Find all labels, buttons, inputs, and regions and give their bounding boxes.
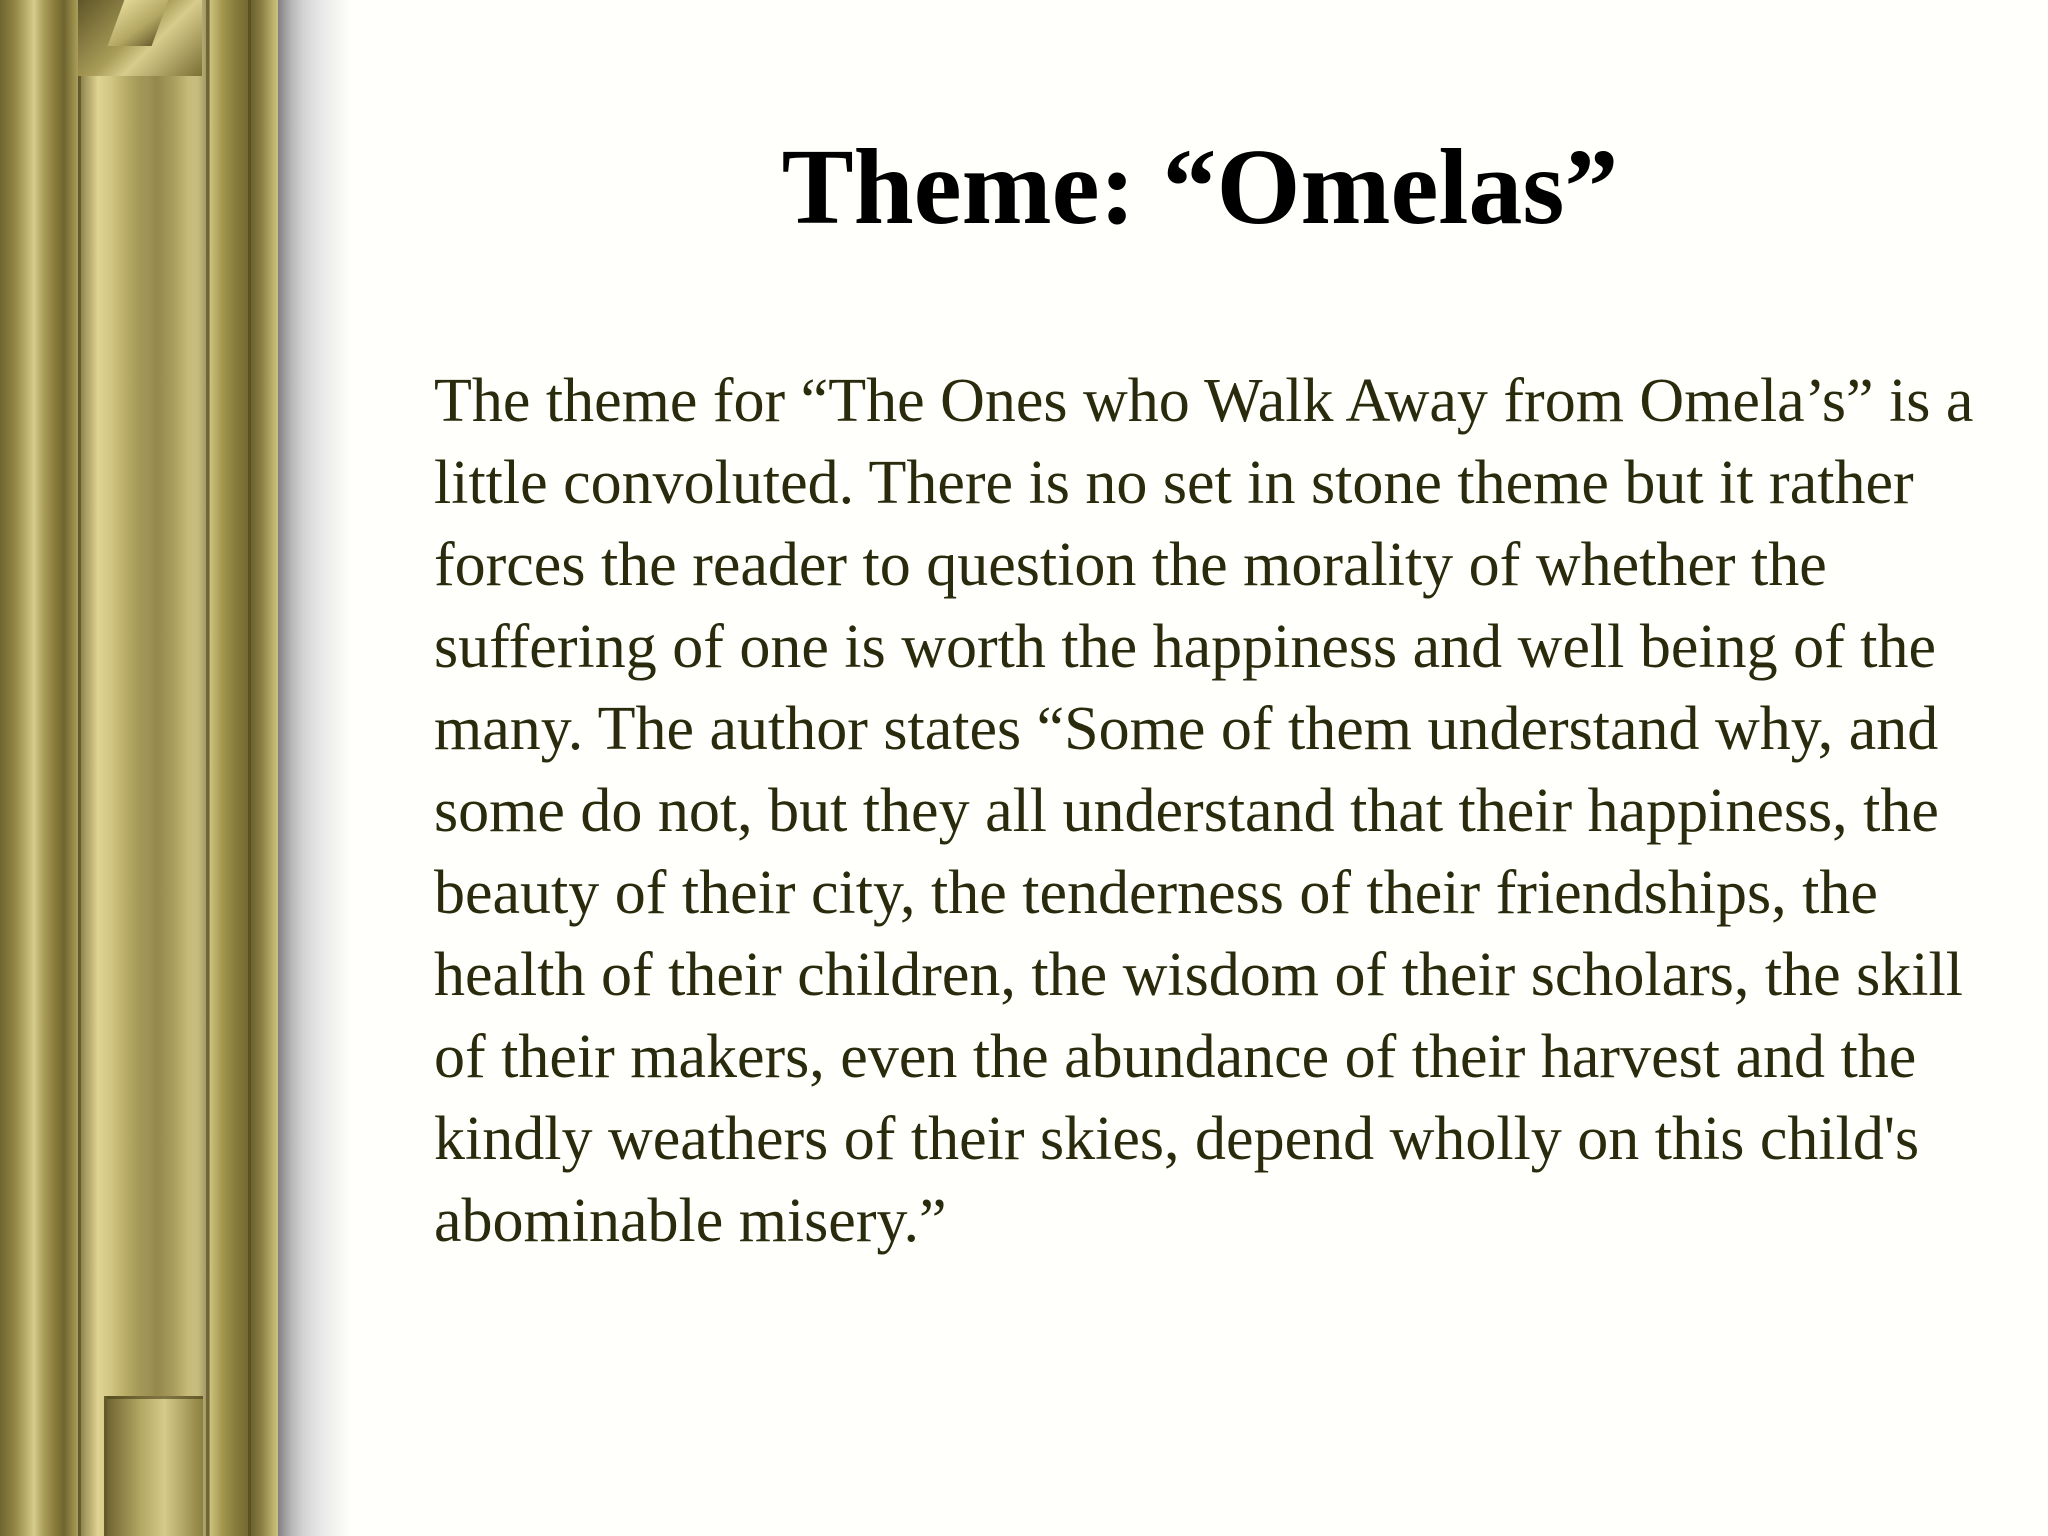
pillar-groove: [206, 0, 209, 1536]
pillar-shadow: [278, 0, 352, 1536]
slide-title: Theme: “Omelas”: [781, 128, 1619, 247]
slide-body-text: The theme for “The Ones who Walk Away from Omela’s” is a little convoluted. There is no set in stone theme but it rather forces the reader to question the morality of whether the suffering of one is worth the happiness and well being of the many. The author states “Some of them understand why, and some do not, but they all understand that their happiness, the beauty of their city, the tenderness of their friendships, the health of their children, the wisdom of their scholars, the skill of their makers, even the abundance of their harvest and the kindly weathers of their skies, depend wholly on this child's abominable misery.”: [434, 367, 1974, 1255]
pillar-groove: [78, 0, 81, 1536]
pillar-groove: [248, 0, 251, 1536]
pillar-base: [104, 1396, 203, 1536]
pillar-shaft: [78, 0, 210, 1536]
